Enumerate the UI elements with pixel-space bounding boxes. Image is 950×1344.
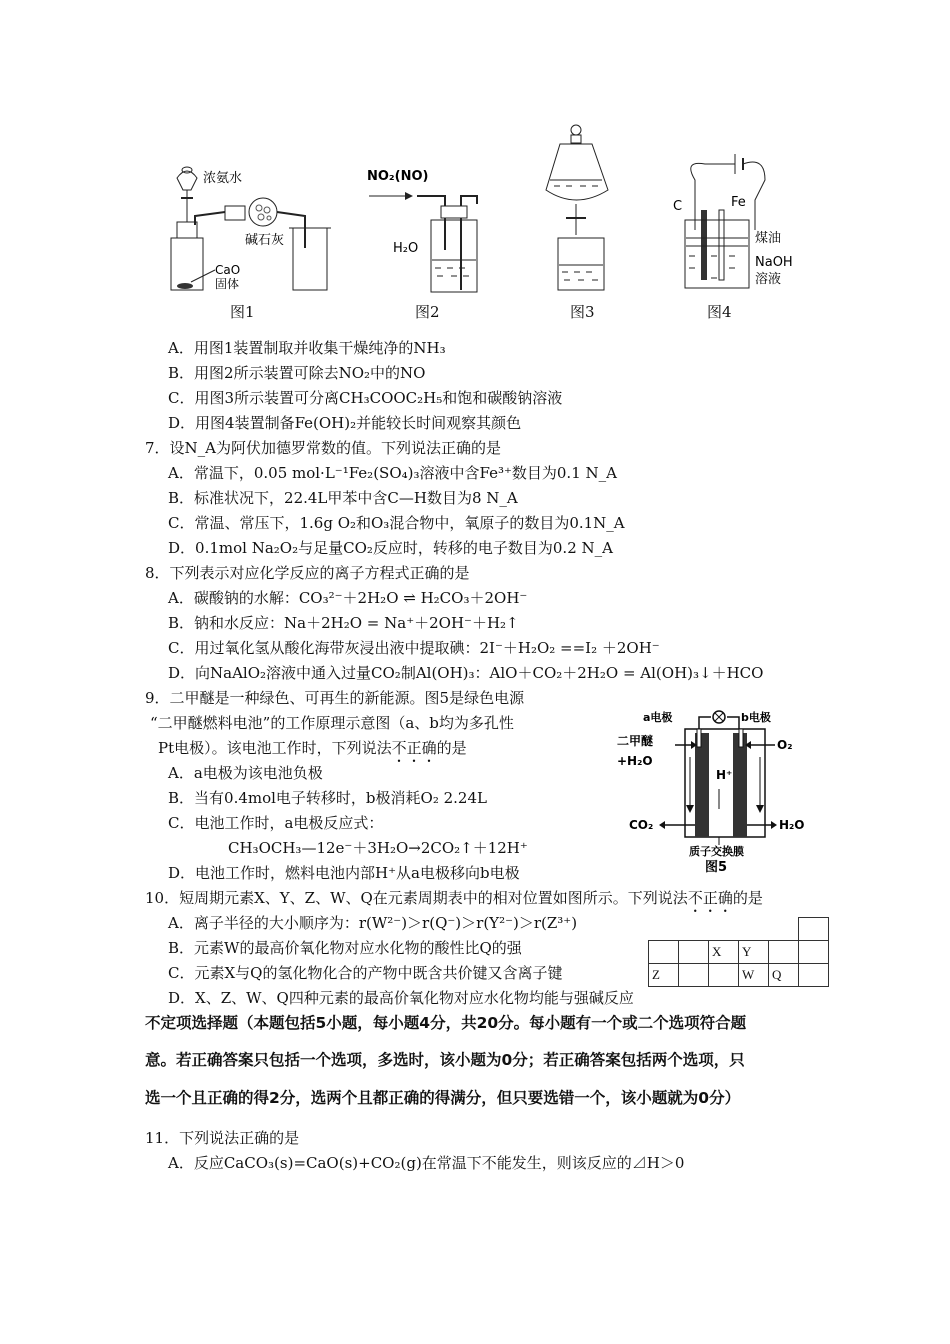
ptable-cell [709,964,739,987]
q7-option-c: C．常温、常压下，1.6g O₂和O₃混合物中，氧原子的数目为0.1N_A [168,514,625,532]
ptable-cell [799,941,829,964]
fig5-caption: 图5 [705,860,728,875]
fig1-caption: 图1 [230,303,255,321]
q9-option-b: B．当有0.4mol电子转移时，b极消耗O₂ 2.24L [168,789,487,807]
ptable-cell [679,964,709,987]
q9-option-d: D．电池工作时，燃料电池内部H⁺从a电极移向b电极 [168,864,520,882]
q10-option-b: B．元素W的最高价氧化物对应水化物的酸性比Q的强 [168,939,522,957]
q10-option-d: D．X、Z、W、Q四种元素的最高价氧化物对应水化物均能与强碱反应 [168,989,634,1007]
q7-stem: 7．设N_A为阿伏加德罗常数的值。下列说法正确的是 [145,439,502,457]
fig5-co2-label: CO₂ [629,818,654,832]
q9-stem-2: “二甲醚燃料电池”的工作原理示意图（a、b均为多孔性 [150,714,514,732]
ptable-cell-x: X [709,941,739,964]
q7-option-a: A．常温下，0.05 mol·L⁻¹Fe₂(SO₄)₃溶液中含Fe³⁺数目为0.1 N_A [168,464,617,482]
q9-stem-1: 9．二甲醚是一种绿色、可再生的新能源。图5是绿色电源 [145,689,525,707]
figure-4 [665,150,795,295]
q7-option-d: D．0.1mol Na₂O₂与足量CO₂反应时，转移的电子数目为0.2 N_A [168,539,613,557]
q8-option-d: D．向NaAlO₂溶液中通入过量CO₂制Al(OH)₃：AlO＋CO₂＋2H₂O = Al(OH)₃↓＋HCO [168,664,764,682]
fig4-sol-label: 溶液 [755,272,782,287]
fig5-a-label: a电极 [643,711,673,724]
fig5-b-label: b电极 [741,711,771,724]
q9-stem-3-post: 的是 [436,739,467,757]
section-header-line-1: 不定项选择题（本题包括5小题，每小题4分，共20分。每小题有一个或二个选项符合题 [145,1014,747,1032]
fig5-h2o-label: H₂O [779,818,805,832]
fig4-caption: 图4 [707,303,732,321]
q10-stem-emphasis: 不正确 [687,889,733,907]
q9-stem-3-pre: Pt电极）。该电池工作时，下列说法 [158,739,392,757]
figure-2 [365,160,485,295]
q7-option-b: B．标准状况下，22.4L甲苯中含C—H数目为8 N_A [168,489,518,507]
fig3-caption: 图3 [570,303,595,321]
ptable-cell [769,941,799,964]
fig5-membrane-label: 质子交换膜 [689,845,744,858]
q9-stem-3 [158,738,467,766]
ptable-cell-y: Y [739,941,769,964]
fig5-fuel1-label: 二甲醚 [617,734,654,748]
figure-5 [615,705,825,875]
q8-stem: 8．下列表示对应化学反应的离子方程式正确的是 [145,564,470,582]
ptable-cell-z: Z [649,964,679,987]
ptable-cell [679,941,709,964]
section-header-line-2: 意。若正确答案只包括一个选项，多选时，该小题为0分；若正确答案包括两个选项，只 [145,1051,745,1069]
fig5-fuel2-label: +H₂O [617,754,653,768]
q6-option-b: B．用图2所示装置可除去NO₂中的NO [168,364,426,382]
fig1-lime-label: 碱石灰 [245,233,285,248]
fig4-fe-label: Fe [731,195,746,210]
q6-option-a: A．用图1装置制取并收集干燥纯净的NH₃ [168,339,446,357]
q10-option-a: A．离子半径的大小顺序为：r(W²⁻)＞r(Q⁻)＞r(Y²⁻)＞r(Z³⁺) [168,914,578,932]
fig2-water-label: H₂O [393,241,419,256]
fig1-water-label: 浓氨水 [203,171,243,186]
q6-option-d: D．用图4装置制备Fe(OH)₂并能较长时间观察其颜色 [168,414,522,432]
ptable-cell-q: Q [769,964,799,987]
periodic-table-fragment [648,917,829,987]
q6-option-c: C．用图3所示装置可分离CH₃COOC₂H₅和饱和碳酸钠溶液 [168,389,563,407]
ptable-cell [649,941,679,964]
q11-option-a: A．反应CaCO₃(s)=CaO(s)+CO₂(g)在常温下不能发生，则该反应的⊿H＞0 [168,1154,685,1172]
q8-option-a: A．碳酸钠的水解：CO₃²⁻＋2H₂O ⇌ H₂CO₃＋2OH⁻ [168,589,528,607]
q11-stem: 11．下列说法正确的是 [145,1129,300,1147]
fig4-oil-label: 煤油 [755,231,782,246]
ptable-cell [799,964,829,987]
q9-option-c-equation: CH₃OCH₃—12e⁻＋3H₂O→2CO₂↑＋12H⁺ [228,839,528,857]
section-header-line-3: 选一个且正确的得2分，选两个且都正确的得满分，但只要选错一个，该小题就为0分） [145,1089,741,1107]
fig1-cao-label: CaO [215,263,241,277]
fig4-c-label: C [673,199,683,214]
ptable-cell [799,918,829,941]
fig2-gas-label: NO₂(NO) [367,169,429,184]
q9-option-c: C．电池工作时，a电极反应式： [168,814,384,832]
fig1-solid-label: 固体 [215,277,240,291]
q10-stem [145,888,763,916]
q9-stem-3-emphasis: 不正确 [391,739,437,757]
q10-option-c: C．元素X与Q的氢化物化合的产物中既含共价键又含离子键 [168,964,563,982]
q10-stem-post: 的是 [732,889,763,907]
fig5-o2-label: O₂ [777,738,793,752]
q9-option-a: A．a电极为该电池负极 [168,764,323,782]
figure-3 [540,120,620,295]
q10-stem-pre: 10．短周期元素X、Y、Z、W、Q在元素周期表中的相对位置如图所示。下列说法 [145,889,688,907]
ptable-cell-w: W [739,964,769,987]
q8-option-c: C．用过氧化氢从酸化海带灰浸出液中提取碘：2I⁻＋H₂O₂ ==I₂ ＋2OH⁻ [168,639,660,657]
fig5-h-label: H⁺ [716,768,733,782]
q8-option-b: B．钠和水反应：Na＋2H₂O = Na⁺＋2OH⁻＋H₂↑ [168,614,519,632]
fig2-caption: 图2 [415,303,440,321]
figure-1 [165,150,345,295]
fig4-naoh-label: NaOH [755,255,793,270]
